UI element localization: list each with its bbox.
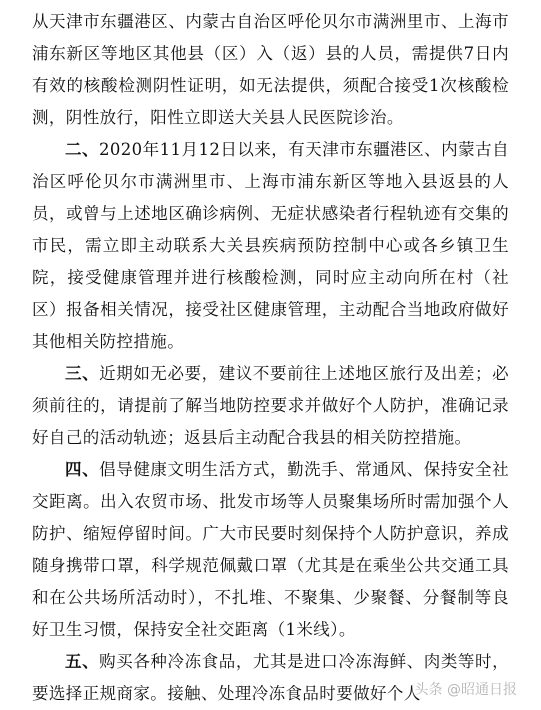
paragraph-5-number: 五、 (65, 652, 100, 671)
paragraph-3-number: 三、 (65, 364, 100, 383)
paragraph-3-text: 近期如无必要，建议不要前往上述地区旅行及出差；必须前往的，请提前了解当地防控要求并做好个人防护，准确记录好自己的活动轨迹；返县后主动配合我县的相关防控措施。 (32, 364, 509, 447)
paragraph-2-text: 2020年11月12日以来，有天津市东疆港区、内蒙古自治区呼伦贝尔市满洲里市、上海市浦东新区等地入县返县的人员，或曾与上述地区确诊病例、无症状感染者行程轨迹有交集的市民，需立即主动联系大关县疾病预防控制中心或各乡镇卫生院，接受健康管理并进行核酸检测，同时应主动向所在村（社区）报备相关情况，接受社区健康管理，主动配合当地政府做好其他相关防控措施。 (32, 140, 509, 351)
paragraph-4-number: 四、 (65, 460, 100, 479)
paragraph-1 (32, 6, 509, 134)
paragraph-4-text: 倡导健康文明生活方式，勤洗手、常通风、保持安全社交距离。出入农贸市场、批发市场等人员聚集场所时需加强个人防护、缩短停留时间。广大市民要时刻保持个人防护意识，养成随身携带口罩，科学规范佩戴口罩（尤其是在乘坐公共交通工具和在公共场所活动时），不扎堆、不聚集、少聚餐、分餐制等良好卫生习惯，保持安全社交距离（1米线）。 (32, 460, 509, 639)
paragraph-2-number: 二、 (65, 140, 99, 159)
paragraph-5-text: 购买各种冷冻食品，尤其是进口冷冻海鲜、肉类等时，要选择正规商家。接触、处理冷冻食品时要做好个人 (32, 652, 509, 703)
paragraph-1-text: 从天津市东疆港区、内蒙古自治区呼伦贝尔市满洲里市、上海市浦东新区等地区其他县（区）入（返）县的人员，需提供7日内有效的核酸检测阴性证明，如无法提供，须配合接受1次核酸检测，阴性放行，阳性立即送大关县人民医院诊治。 (32, 12, 509, 127)
paragraph-3 (32, 358, 509, 454)
paragraph-2 (32, 134, 509, 358)
paragraph-5 (32, 646, 509, 710)
watermark: 头条 @昭通日报 (414, 682, 517, 698)
paragraph-4 (32, 454, 509, 646)
